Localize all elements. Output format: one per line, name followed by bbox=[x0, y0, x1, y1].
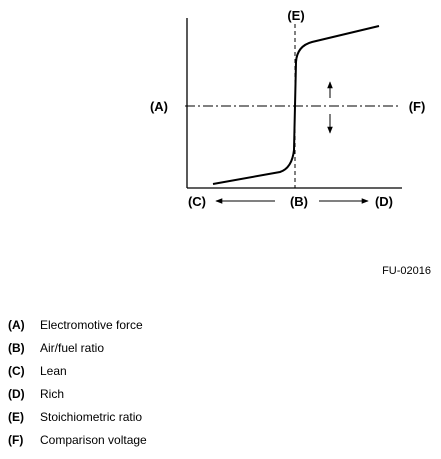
legend-item bbox=[8, 410, 147, 433]
legend-text: Comparison voltage bbox=[40, 433, 147, 447]
legend-key: (F) bbox=[8, 433, 24, 447]
label-b: (B) bbox=[289, 194, 309, 209]
label-f: (F) bbox=[408, 99, 426, 114]
legend-item bbox=[8, 341, 147, 364]
legend-item bbox=[8, 433, 147, 456]
legend-key: (D) bbox=[8, 387, 25, 401]
legend-text: Electromotive force bbox=[40, 318, 143, 332]
legend-text: Lean bbox=[40, 364, 67, 378]
label-d: (D) bbox=[374, 194, 394, 209]
legend-text: Stoichiometric ratio bbox=[40, 410, 143, 424]
legend-key: (E) bbox=[8, 410, 24, 424]
legend-list bbox=[8, 318, 147, 456]
legend-item bbox=[8, 364, 147, 387]
legend-item bbox=[8, 387, 147, 410]
label-c: (C) bbox=[187, 194, 207, 209]
sensor-output-curve bbox=[213, 26, 379, 184]
legend-text: Air/fuel ratio bbox=[40, 341, 105, 355]
legend-key: (A) bbox=[8, 318, 25, 332]
legend-item bbox=[8, 318, 147, 341]
legend-text: Rich bbox=[40, 387, 65, 401]
legend-key: (B) bbox=[8, 341, 25, 355]
label-a: (A) bbox=[149, 99, 169, 114]
legend-key: (C) bbox=[8, 364, 25, 378]
label-e: (E) bbox=[287, 8, 305, 23]
figure-id: FU-02016 bbox=[382, 265, 431, 277]
